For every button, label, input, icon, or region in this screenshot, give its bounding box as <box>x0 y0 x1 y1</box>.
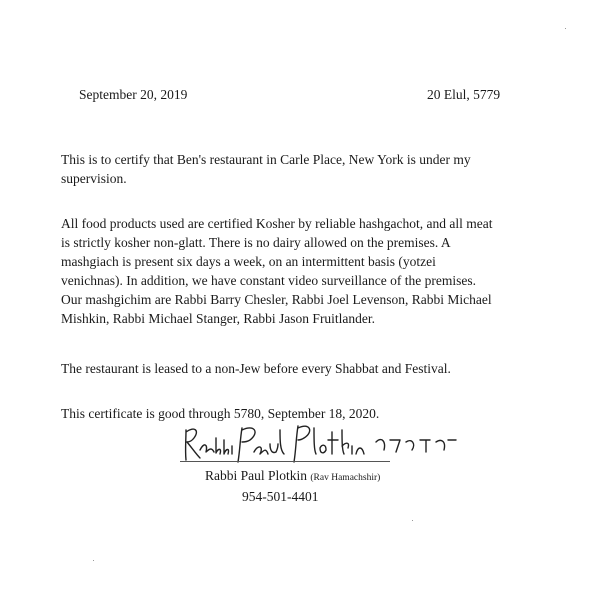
signer-block <box>205 468 380 484</box>
text-line: mashgiach is present six days a week, on an intermittent basis (yotzei <box>61 254 436 269</box>
phone-number: 954-501-4401 <box>242 489 319 504</box>
scan-speck <box>565 28 566 29</box>
handwritten-signature <box>180 420 460 465</box>
supervision-details-paragraph <box>61 214 531 328</box>
text-line: Mishkin, Rabbi Michael Stanger, Rabbi Jason Fruitlander. <box>61 311 376 326</box>
signer-role: (Rav Hamachshir) <box>310 473 381 483</box>
lease-paragraph <box>61 359 531 378</box>
text-line: This is to certify that Ben's restaurant in Carle Place, New York is under my <box>61 152 471 167</box>
certification-paragraph <box>61 150 531 188</box>
signer-name: Rabbi Paul Plotkin <box>205 468 308 483</box>
text-line: Our mashgichim are Rabbi Barry Chesler, Rabbi Joel Levenson, Rabbi Michael <box>61 292 492 307</box>
text-line: This certificate is good through 5780, September 18, 2020. <box>61 406 380 421</box>
text-line: The restaurant is leased to a non-Jew before every Shabbat and Festival. <box>61 361 451 376</box>
text-line: is strictly kosher non-glatt. There is no dairy allowed on the premises. A <box>61 235 451 250</box>
hebrew-date: 20 Elul, 5779 <box>427 87 501 102</box>
scan-speck <box>412 520 413 521</box>
text-line: All food products used are certified Kosher by reliable hashgachot, and all meat <box>61 216 493 231</box>
gregorian-date: September 20, 2019 <box>79 87 188 102</box>
signature-line <box>180 461 390 462</box>
text-line: venichnas). In addition, we have constant video surveillance of the premises. <box>61 273 476 288</box>
scan-speck <box>93 560 94 561</box>
text-line: supervision. <box>61 171 127 186</box>
